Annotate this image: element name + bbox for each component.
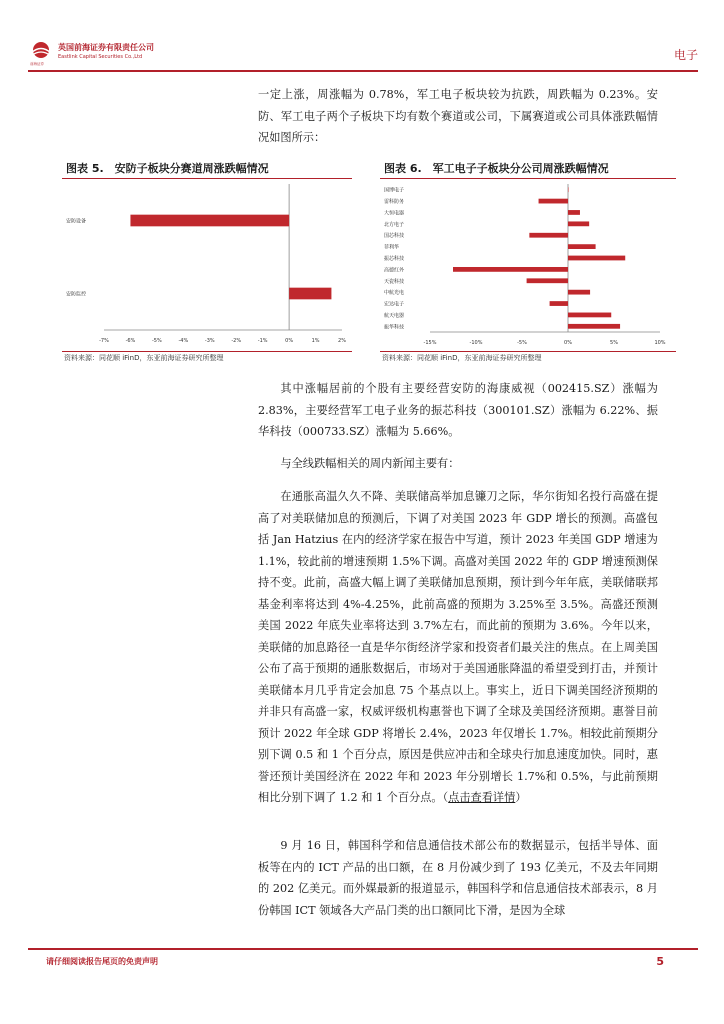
- bar-1: [568, 187, 569, 192]
- x-tick-label: -10%: [469, 340, 483, 346]
- category-label: 天瓷科技: [384, 278, 405, 285]
- category-label: 振芯科技: [384, 256, 405, 262]
- company-name-en: Eastlink Capital Securities Co.,Ltd: [58, 54, 143, 60]
- category-label: 雷科防务: [384, 199, 405, 206]
- figure5-top-rule: [62, 178, 352, 179]
- category-label: 安防设备: [66, 218, 87, 225]
- x-tick-label: 1%: [311, 338, 320, 344]
- figure6-top-rule: [380, 178, 676, 179]
- x-tick-label: -5%: [517, 340, 527, 346]
- paragraph-korea-ict: 9 月 16 日，韩国科学和信息通信技术部公布的数据显示，包括半导体、面板等在内的 ICT 产品的出口额，在 8 月份减少到了 193 亿美元，不及去年同期的 202 亿美元。而外媒最新的报道显示，韩国科学和信息通信技术部表示，8 月份韩国 ICT 领域各大产品门类的出口额同比下滑，是因为全球: [258, 839, 658, 917]
- bar-2: [289, 288, 331, 300]
- x-tick-label: 0%: [564, 340, 572, 346]
- x-tick-label: -7%: [99, 338, 109, 344]
- bar-9: [527, 278, 568, 283]
- report-section: 电子: [673, 48, 698, 62]
- category-label: 大恒电器: [384, 210, 405, 217]
- category-label: 菲利华: [384, 244, 400, 251]
- logo-subtitle: 前海证券: [30, 62, 44, 66]
- x-tick-label: -6%: [125, 338, 136, 344]
- bar-10: [568, 290, 590, 295]
- x-tick-label: -4%: [178, 338, 189, 344]
- figure5-chart: [62, 180, 352, 350]
- paragraph-gainers: 其中涨幅居前的个股有主要经营安防的海康威视（002415.SZ）涨幅为 2.83%，主要经营军工电子业务的振芯科技（300101.SZ）涨幅为 6.22%、振华科技（000733.SZ）涨幅为 5.66%。: [258, 382, 658, 438]
- bar-11: [550, 301, 568, 306]
- disclaimer-note: 请仔细阅读报告尾页的免责声明: [46, 957, 158, 966]
- category-label: 中航光电: [384, 290, 405, 297]
- header-divider: [28, 70, 698, 72]
- x-tick-label: -1%: [257, 338, 268, 344]
- category-label: 北方电子: [384, 221, 405, 228]
- category-label: 安防监控: [66, 291, 87, 298]
- page-number: 5: [656, 955, 664, 968]
- company-logo-icon: [28, 40, 54, 62]
- x-tick-label: -2%: [231, 338, 242, 344]
- paragraph-news-intro: 与全线跌幅相关的周内新闻主要有：: [280, 457, 460, 470]
- figure6-chart: [380, 180, 676, 350]
- bar-2: [539, 199, 568, 204]
- bar-12: [568, 313, 611, 318]
- bar-1: [130, 215, 289, 227]
- figure5-title: 图表 5. 安防子板块分赛道周涨跌幅情况: [66, 162, 269, 175]
- goldman-text-end: ）: [515, 791, 527, 804]
- bar-3: [568, 210, 580, 215]
- x-tick-label: -3%: [204, 338, 215, 344]
- x-tick-label: 10%: [654, 340, 666, 346]
- figure5-bottom-rule: [62, 351, 352, 352]
- bar-5: [529, 233, 568, 238]
- company-name-cn: 英国前海证券有限责任公司: [58, 43, 154, 52]
- x-tick-label: 2%: [338, 338, 346, 344]
- category-label: 航天电器: [384, 312, 405, 319]
- paragraph-goldman: [258, 486, 658, 809]
- bar-8: [453, 267, 568, 272]
- goldman-text: 在通胀高温久久不降、美联储高举加息镰刀之际，华尔街知名投行高盛在提高了对美联储加息的预测后，下调了对美国 2023 年 GDP 增长的预测。高盛包括 Jan Hatzius 在内的经济学家在报告中写道，预计 2023 年美国 GDP 增速为 1.1%，较此前的增速预期 1.5%下调。高盛对美国 2022 年的 GDP 增速预测保持不变。此前，高盛大幅上调了美联储加息预期，预计到今年年底，美联储联邦基金利率将达到 4%-4.25%，此前高盛的预期为 3.25%至 3.5%。高盛还预测美国 2022 年底失业率将达到 3.7%左右，而此前的预期为 3.6%。今年以来，美联储的加息路径一直是华尔街经济学家和投资者们最关注的焦点。在上周美国公布了高于预期的通胀数据后，市场对于美国通胀降温的希望受到打击，并预计美联储本月几乎肯定会加息 75 个基点以上。事实上，近日下调美国经济预期的并非只有高盛一家，权威评级机构惠誉也下调了全球及美国经济预期。惠誉目前预计 2022 年全球 GDP 将增长 2.4%，2023 年仅增长 1.7%。相较此前预期分别下调 0.5 和 1 个百分点，原因是供应冲击和全球央行加息速度加快。同时，惠誉还预计美国经济在 2022 年和 2023 年分别增长 1.7%和 0.5%，与此前预期相比分别下调了 1.2 和 1 个百分点。（: [258, 490, 658, 804]
- bar-13: [568, 324, 620, 329]
- paragraph-intro: 一定上涨，周涨幅为 0.78%，军工电子板块较为抗跌，周跌幅为 0.23%。安防、军工电子两个子板块下均有数个赛道或公司，下属赛道或公司具体涨跌幅情况如图所示：: [258, 88, 658, 144]
- bar-6: [568, 244, 596, 249]
- category-label: 宏达电子: [384, 301, 405, 308]
- x-tick-label: 5%: [610, 340, 618, 346]
- category-label: 振华科技: [384, 324, 405, 331]
- category-label: 高德红外: [384, 267, 405, 274]
- bar-7: [568, 256, 625, 261]
- x-tick-label: -5%: [152, 338, 162, 344]
- details-link[interactable]: 点击查看详情: [448, 791, 516, 804]
- bar-4: [568, 221, 589, 226]
- x-tick-label: 0%: [285, 338, 294, 344]
- figure5-source: 资料来源：同花顺 iFinD，东亚前海证券研究所整理: [64, 354, 224, 362]
- page-header: [28, 38, 698, 68]
- figure6-title: 图表 6. 军工电子子板块分公司周涨跌幅情况: [384, 162, 609, 175]
- footer-divider: [28, 948, 698, 950]
- category-label: 国芯科技: [384, 233, 405, 240]
- figure6-bottom-rule: [380, 351, 676, 352]
- figure6-source: 资料来源：同花顺 iFinD，东亚前海证券研究所整理: [382, 354, 542, 362]
- category-label: 国博电子: [384, 187, 405, 194]
- x-tick-label: -15%: [423, 340, 437, 346]
